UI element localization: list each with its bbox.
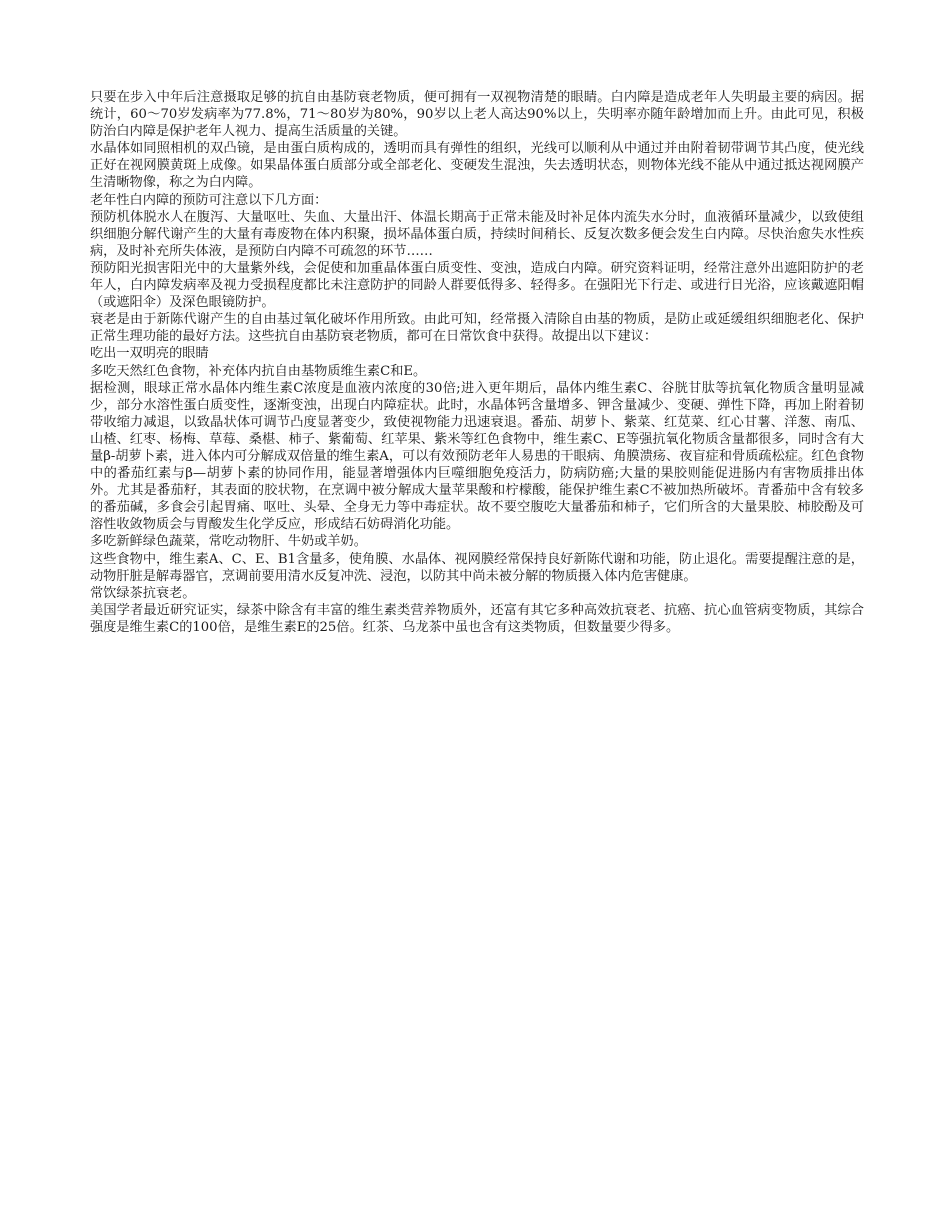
subheading-green-tea: 常饮绿茶抗衰老。 <box>90 585 196 601</box>
paragraph-dehydration: 预防机体脱水人在腹泻、大量呕吐、失血、大量出汗、体温长期高于正常未能及时补足体内流失水分时，血液循环量减少，以致使组织细胞分解代谢产生的大量有毒废物在体内积聚，损坏晶体蛋白质，持续时间稍长、反复次数多便会发生白内障。尽快治愈失水性疾病，及时补充所失体液，是预防白内障不可疏忽的环节…… <box>90 209 864 259</box>
subheading-green-veg: 多吃新鲜绿色蔬菜，常吃动物肝、牛奶或羊奶。 <box>90 534 367 550</box>
heading-bright-eyes: 吃出一双明亮的眼睛 <box>90 346 209 362</box>
paragraph-sunlight: 预防阳光损害阳光中的大量紫外线，会促使和加重晶体蛋白质变性、变浊，造成白内障。研究资料证明，经常注意外出遮阳防护的老年人，白内障发病率及视力受损程度都比未注意防护的同龄人群要低得多、轻得多。在强阳光下行走、或进行日光浴，应该戴遮阳帽（或遮阳伞）及深色眼镜防护。 <box>90 260 864 311</box>
paragraph-aging: 衰老是由于新陈代谢产生的自由基过氧化破坏作用所致。由此可知，经常摄入清除自由基的物质，是防止或延缓组织细胞老化、保护正常生理功能的最好方法。这些抗自由基防衰老物质，都可在日常饮食中获得。故提出以下建议： <box>90 312 864 345</box>
paragraph-lens: 水晶体如同照相机的双凸镜，是由蛋白质构成的，透明而具有弹性的组织，光线可以顺利从中通过并由附着韧带调节其凸度，使光线正好在视网膜黄斑上成像。如果晶体蛋白质部分或全部老化、变硬发生混浊，失去透明状态，则物体光线不能从中通过抵达视网膜产生清晰物像，称之为白内障。 <box>90 141 864 191</box>
paragraph-intro: 只要在步入中年后注意摄取足够的抗自由基防衰老物质，便可拥有一双视物清楚的眼睛。白内障是造成老年人失明最主要的病因。据统计，60～70岁发病率为77.8%，71～80岁为80%，90岁以上老人高达90%以上，失明率亦随年龄增加而上升。由此可见，积极防治白内障是保护老年人视力、提高生活质量的关键。 <box>90 90 864 140</box>
document-body <box>90 89 864 636</box>
paragraph-green-veg: 这些食物中，维生素A、C、E、B1含量多，使角膜、水晶体、视网膜经常保持良好新陈代谢和功能，防止退化。需要提醒注意的是，动物肝脏是解毒器官，烹调前要用清水反复冲洗、浸泡，以防其中尚未被分解的物质摄入体内危害健康。 <box>90 551 864 584</box>
paragraph-green-tea: 美国学者最近研究证实，绿茶中除含有丰富的维生素类营养物质外，还富有其它多种高效抗衰老、抗癌、抗心血管病变物质，其综合强度是维生素C的100倍，是维生素E的25倍。红茶、乌龙茶中虽也含有这类物质，但数量要少得多。 <box>90 602 864 635</box>
subheading-red-food: 多吃天然红色食物，补充体内抗自由基物质维生素C和E。 <box>90 363 427 379</box>
heading-prevention: 老年性白内障的预防可注意以下几方面： <box>90 192 328 208</box>
paragraph-red-food: 据检测，眼球正常水晶体内维生素C浓度是血液内浓度的30倍;进入更年期后，晶体内维生素C、谷胱甘肽等抗氧化物质含量明显减少，部分水溶性蛋白质变性，逐渐变浊，出现白内障症状。此时，水晶体钙含量增多、钾含量减少、变硬、弹性下降，再加上附着韧带收缩力减退，以致晶状体可调节凸度显著变少，致使视物能力迅速衰退。番茄、胡萝卜、紫菜、红苋菜、红心甘薯、洋葱、南瓜、山楂、红枣、杨梅、草莓、桑椹、柿子、紫葡萄、红苹果、紫米等红色食物中，维生素C、E等强抗氧化物质含量都很多，同时含有大量β-胡萝卜素，进入体内可分解成双倍量的维生素A，可以有效预防老年人易患的干眼病、角膜溃疡、夜盲症和骨质疏松症。红色食物中的番茄红素与β—胡萝卜素的协同作用，能显著增强体内巨噬细胞免疫活力，防病防癌;大量的果胶则能促进肠内有害物质排出体外。尤其是番茄籽，其表面的胶状物，在烹调中被分解成大量苹果酸和柠檬酸，能保护维生素C不被加热所破坏。青番茄中含有较多的番茄碱，多食会引起胃痛、呕吐、头晕、全身无力等中毒症状。故不要空腹吃大量番茄和柿子，它们所含的大量果胶、柿胶酚及可溶性收敛物质会与胃酸发生化学反应，形成结石妨碍消化功能。 <box>90 380 864 533</box>
